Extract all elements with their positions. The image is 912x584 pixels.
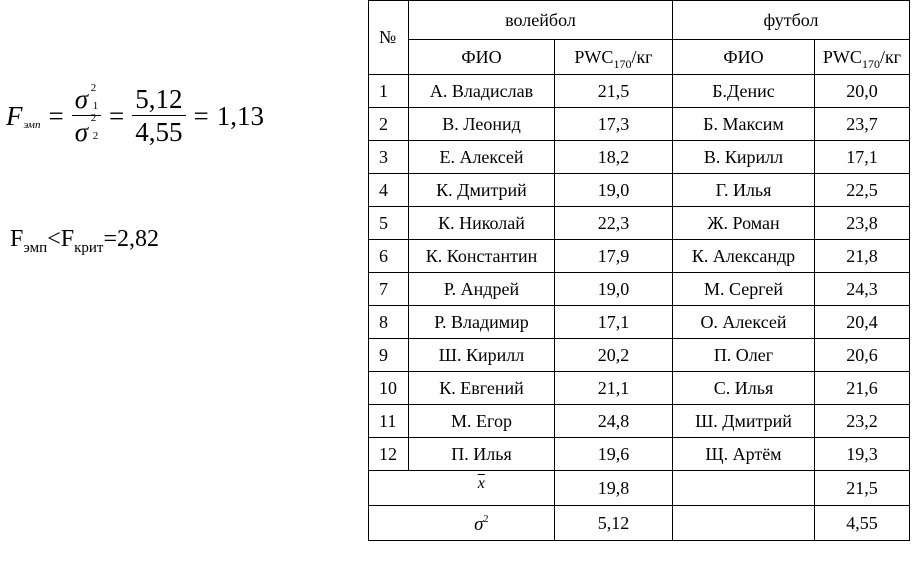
football-pwc: 17,1 [815,141,910,174]
f-symbol: F [6,100,23,131]
f-subscript: эмп [23,119,41,131]
table-row [369,174,910,207]
volleyball-name: К. Константин [409,240,555,273]
football-name: Г. Илья [673,174,815,207]
volleyball-pwc: 19,0 [555,273,673,306]
volleyball-pwc: 24,8 [555,405,673,438]
football-pwc: 20,0 [815,75,910,108]
f-empirical-formula [6,82,264,147]
football-header: футбол [673,1,910,40]
sigma-2-squared: σ 2 2 [74,112,99,147]
football-name: К. Александр [673,240,815,273]
football-pwc: 20,6 [815,339,910,372]
row-number: 12 [369,438,409,471]
volleyball-name: Ш. Кирилл [409,339,555,372]
volleyball-name: П. Илья [409,438,555,471]
fio-header: ФИО [409,40,555,75]
volleyball-pwc: 19,0 [555,174,673,207]
table-row [369,405,910,438]
football-pwc: 23,2 [815,405,910,438]
football-pwc: 24,3 [815,273,910,306]
equals-sign: = [109,100,125,131]
football-pwc: 21,6 [815,372,910,405]
football-name: Б.Денис [673,75,815,108]
volleyball-name: К. Николай [409,207,555,240]
volleyball-name: К. Дмитрий [409,174,555,207]
row-number: 7 [369,273,409,306]
row-number: 9 [369,339,409,372]
row-number: 6 [369,240,409,273]
table-row [369,108,910,141]
row-number: 8 [369,306,409,339]
volleyball-pwc: 17,1 [555,306,673,339]
volleyball-name: М. Егор [409,405,555,438]
volleyball-name: А. Владислав [409,75,555,108]
football-pwc: 19,3 [815,438,910,471]
football-pwc: 23,8 [815,207,910,240]
volleyball-pwc: 22,3 [555,207,673,240]
pwc-header: $PWC_{170}/кг$ [815,40,910,75]
table-row [369,273,910,306]
football-name: Ж. Роман [673,207,815,240]
volleyball-pwc: 21,1 [555,372,673,405]
football-pwc: 21,8 [815,240,910,273]
row-number: 10 [369,372,409,405]
table-row [369,339,910,372]
football-name: О. Алексей [673,306,815,339]
mean-row [369,471,910,506]
volleyball-header: волейбол [409,1,673,40]
pwc-data-table [368,0,910,541]
variance-volleyball: 5,12 [555,506,673,541]
football-name: С. Илья [673,372,815,405]
table-row [369,141,910,174]
football-name: Щ. Артём [673,438,815,471]
volleyball-name: Е. Алексей [409,141,555,174]
num-header: № [369,1,409,75]
football-name: В. Кирилл [673,141,815,174]
variance-symbol: $\sigma^2$ [409,506,555,541]
volleyball-name: К. Евгений [409,372,555,405]
table-row [369,75,910,108]
table-row [369,240,910,273]
equals-sign: = [193,100,209,131]
equals-sign: = [48,100,64,131]
sigma-1-squared: σ 2 1 [72,86,101,116]
volleyball-pwc: 17,9 [555,240,673,273]
volleyball-name: Р. Андрей [409,273,555,306]
f-result: 1,13 [216,100,264,131]
denominator: 4,55 [135,117,183,147]
variance-row [369,506,910,541]
row-number: 4 [369,174,409,207]
football-name: П. Олег [673,339,815,372]
volleyball-pwc: 18,2 [555,141,673,174]
football-name: М. Сергей [673,273,815,306]
football-pwc: 23,7 [815,108,910,141]
row-number: 1 [369,75,409,108]
numerator: 5,12 [132,86,185,116]
volleyball-pwc: 21,5 [555,75,673,108]
row-number: 5 [369,207,409,240]
row-number: 2 [369,108,409,141]
football-name: Б. Максим [673,108,815,141]
table-row [369,372,910,405]
football-pwc: 20,4 [815,306,910,339]
football-pwc: 22,5 [815,174,910,207]
mean-football: 21,5 [815,471,910,506]
volleyball-name: Р. Владимир [409,306,555,339]
fio-header: ФИО [673,40,815,75]
pwc-header: $PWC_{170}/кг$ [555,40,673,75]
volleyball-pwc: 17,3 [555,108,673,141]
variance-football: 4,55 [815,506,910,541]
table-row [369,306,910,339]
row-number: 3 [369,141,409,174]
mean-volleyball: 19,8 [555,471,673,506]
mean-symbol: $\overline{x}$ [409,471,555,506]
numeric-fraction [132,86,185,146]
volleyball-pwc: 19,6 [555,438,673,471]
variance-ratio-fraction [72,82,101,147]
football-name: Ш. Дмитрий [673,405,815,438]
table-row [369,438,910,471]
volleyball-pwc: 20,2 [555,339,673,372]
table-row [369,207,910,240]
f-comparison: $F_{эмп}<F_{крит}=2,82$ [10,226,160,256]
row-number: 11 [369,405,409,438]
volleyball-name: В. Леонид [409,108,555,141]
